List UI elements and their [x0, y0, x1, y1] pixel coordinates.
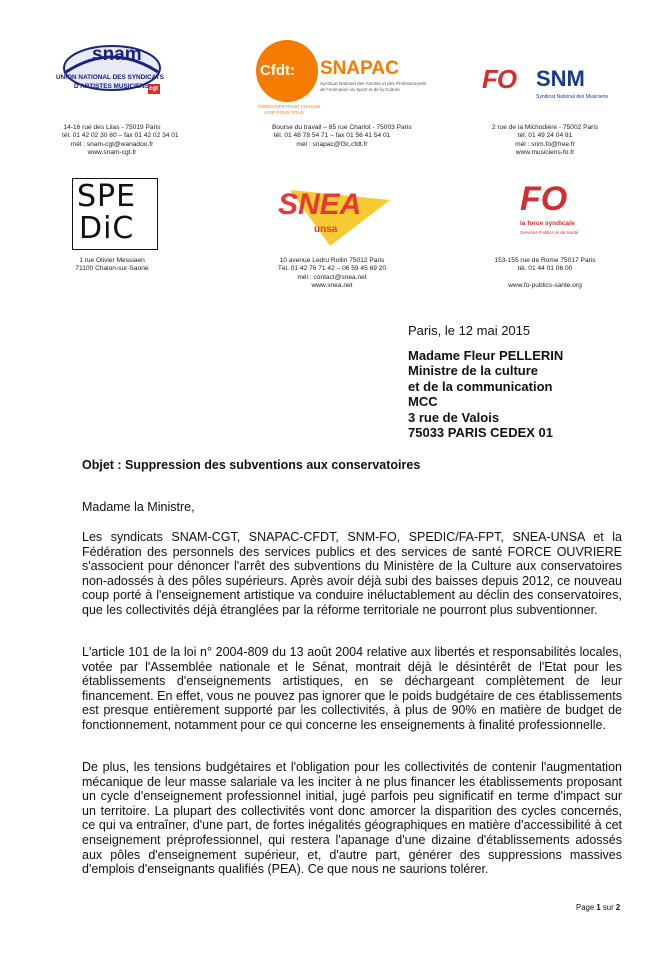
snam-address: [62, 124, 179, 158]
fo-sante-address-line: 153-155 rue de Rome 75017 Paris: [494, 257, 596, 264]
snam-logo-text-1: UNION NATIONAL DES SYNDICATS: [56, 74, 164, 81]
spedic-address: [62, 257, 162, 274]
spedic-logo: [72, 178, 158, 250]
snam-address-line: 14-16 rue des Lilas - 75019 Paris: [63, 124, 161, 131]
recipient-line: Ministre de la culture: [408, 363, 539, 379]
snm-address-line: mél : snm.fo@free.fr: [515, 140, 575, 148]
fo-sante-logo: [510, 180, 594, 250]
snapac-slogan-2: AGIR POUR TOUS: [264, 110, 304, 115]
snea-address-line: Tél. 01 42 76 71 42 – 06 59 45 69 20: [277, 265, 387, 273]
snea-logo-name: SNEA: [278, 188, 362, 221]
snam-logo-name: snam: [92, 44, 142, 65]
snapac-logo-name: SNAPAC: [320, 58, 399, 79]
snapac-address-line: mél : snapac@f3c.cfdt.fr: [296, 140, 368, 148]
fo-sante-address-line: tél. 01 44 01 06 00: [517, 265, 573, 273]
snm-address-line: tél. 01 49 24 04 81: [517, 132, 573, 140]
fo-sante-tag: Services Publics et de Santé: [520, 230, 579, 235]
snm-logo: [480, 64, 620, 104]
snapac-logo-desc-1: Syndicat National des Artistes et des Professionnels: [320, 81, 426, 86]
snm-address: [490, 124, 600, 158]
spedic-address-line: 71100 Chalon-sur-Saone: [75, 265, 149, 273]
spedic-logo-line1: SPE: [77, 179, 137, 214]
snea-logo: [270, 180, 400, 250]
page-current: 1: [596, 903, 601, 912]
snea-address-line: www.snea.net: [311, 282, 353, 290]
snea-address: [272, 257, 392, 291]
recipient-line: et de la communication: [408, 378, 553, 394]
spedic-address-line: 1 rue Olivier Messiaen: [79, 257, 145, 264]
snapac-logo-desc-2: de l'Animation du Sport et de la Culture: [320, 87, 400, 92]
snapac-address: [272, 124, 412, 149]
spedic-logo-line2: DiC: [79, 211, 135, 246]
snea-address-line: mél : contact@snea.net: [297, 273, 367, 281]
recipient-block: [408, 348, 563, 440]
recipient-line: 3 rue de Valois: [408, 409, 500, 425]
snm-address-line: 2 rue de la Michodière - 75002 Paris: [491, 124, 599, 131]
page-label-mid: sur: [600, 903, 616, 912]
fo-sante-sub: la force syndicale: [520, 220, 575, 227]
page-total: 2: [615, 903, 621, 912]
recipient-line: 75033 PARIS CEDEX 01: [408, 425, 553, 441]
snapac-address-line: tél. 01 48 78 54 71 – fax 01 56 41 54 01: [273, 132, 391, 140]
snea-logo-sub: unsa: [314, 224, 338, 235]
paragraph-3: De plus, les tensions budgétaires et l'obligation pour les collectivités de contenir l'augmentation mécanique de leur masse salariale va les inciter à ne plus financer les établissements proposant un cycle d'enseignement professionnel initial, jugé parfois peu significatif en terme d'impact sur un territoire. La plupart des collectivités vont donc amorcer la disparition des cycles concernés, ce qui va entraîner, d'une part, de fortes inégalités géographiques en matière d'accessibilité à cet enseignement préprofessionnel, qui restera l'apanage d'une dizaine d'établissements adossés aux pôles d'enseignement supérieur, et, d'autre part, générer des suppressions massives d'emplois d'enseignants qualifiés (PEA). Ce que nous ne saurions tolérer.: [82, 760, 622, 877]
snm-fo-mark: FO: [482, 64, 517, 94]
paragraph-2: L'article 101 de la loi n° 2004-809 du 13 août 2004 relative aux libertés et responsabilités locales, votée par l'Assemblée nationale et le Sénat, montrait déjà le désintérêt de l'Etat pour les établissements d'enseignements artistiques, en se déchargeant complètement de leur financement. En effet, vous ne pouvez pas ignorer que le poids budgétaire de ces établissements est presque entièrement supporté par les collectivités, à plus de 90% en matière de budget de fonctionnement, notamment pour ce qui concerne les enseignements à finalité professionnelle.: [82, 645, 622, 732]
snam-logo: [52, 38, 176, 106]
snam-address-line: mél : snam-cgt@wanadoo.fr: [70, 140, 154, 148]
snea-address-line: 10 avenue Ledru Rollin 75012 Paris: [279, 257, 385, 264]
recipient-line: Madame Fleur PELLERIN: [408, 348, 564, 363]
recipient-line: MCC: [408, 394, 438, 410]
snm-logo-sub: Syndicat National des Musiciens: [536, 94, 608, 100]
letter-object: Objet : Suppression des subventions aux conservatoires: [82, 458, 421, 472]
snapac-logo: [254, 40, 426, 116]
page-label-pre: Page: [576, 903, 597, 912]
snam-cgt-badge: cgt: [149, 86, 158, 92]
fo-sante-address-line: www.fo-publics-sante.org: [508, 281, 582, 289]
snam-address-line: tél. 01 42 02 30 80 – fax 01 42 02 34 01: [62, 132, 179, 140]
snm-address-line: www.musiciens-fo.fr: [515, 149, 575, 157]
snam-address-line: www.snam-cgt.fr: [87, 149, 137, 157]
snm-logo-name: SNM: [536, 66, 585, 91]
place-date: Paris, le 12 mai 2015: [408, 323, 531, 338]
snam-logo-text-2: D'ARTISTES MUSICIENS: [74, 83, 150, 90]
page-number: [576, 903, 620, 912]
snapac-address-line: Bourse du travail – 85 rue Charlot - 75003 Paris: [272, 124, 412, 131]
fo-sante-fo-mark: FO: [520, 180, 568, 218]
snapac-slogan-1: S'ENGAGER POUR CHACUN: [258, 104, 321, 109]
fo-sante-address: [490, 257, 600, 290]
snapac-cfdt-badge-text: Cfdt:: [260, 62, 295, 79]
paragraph-1: Les syndicats SNAM-CGT, SNAPAC-CFDT, SNM-FO, SPEDIC/FA-FPT, SNEA-UNSA et la Fédération des personnels des services publics et des services de santé FORCE OUVRIERE s'associent pour dénoncer l'arrêt des subventions du Ministère de la Culture aux conservatoires non-adossés à des pôles supérieurs. Après avoir déjà subi des baisses depuis 2012, ce nouveau coup porté à l'enseignement artistique va conduire inéluctablement au déclin des conservatoires, que les collectivités déjà étranglées par la réforme territoriale ne pourront plus subventionner.: [82, 530, 622, 617]
salutation: Madame la Ministre,: [82, 500, 195, 514]
